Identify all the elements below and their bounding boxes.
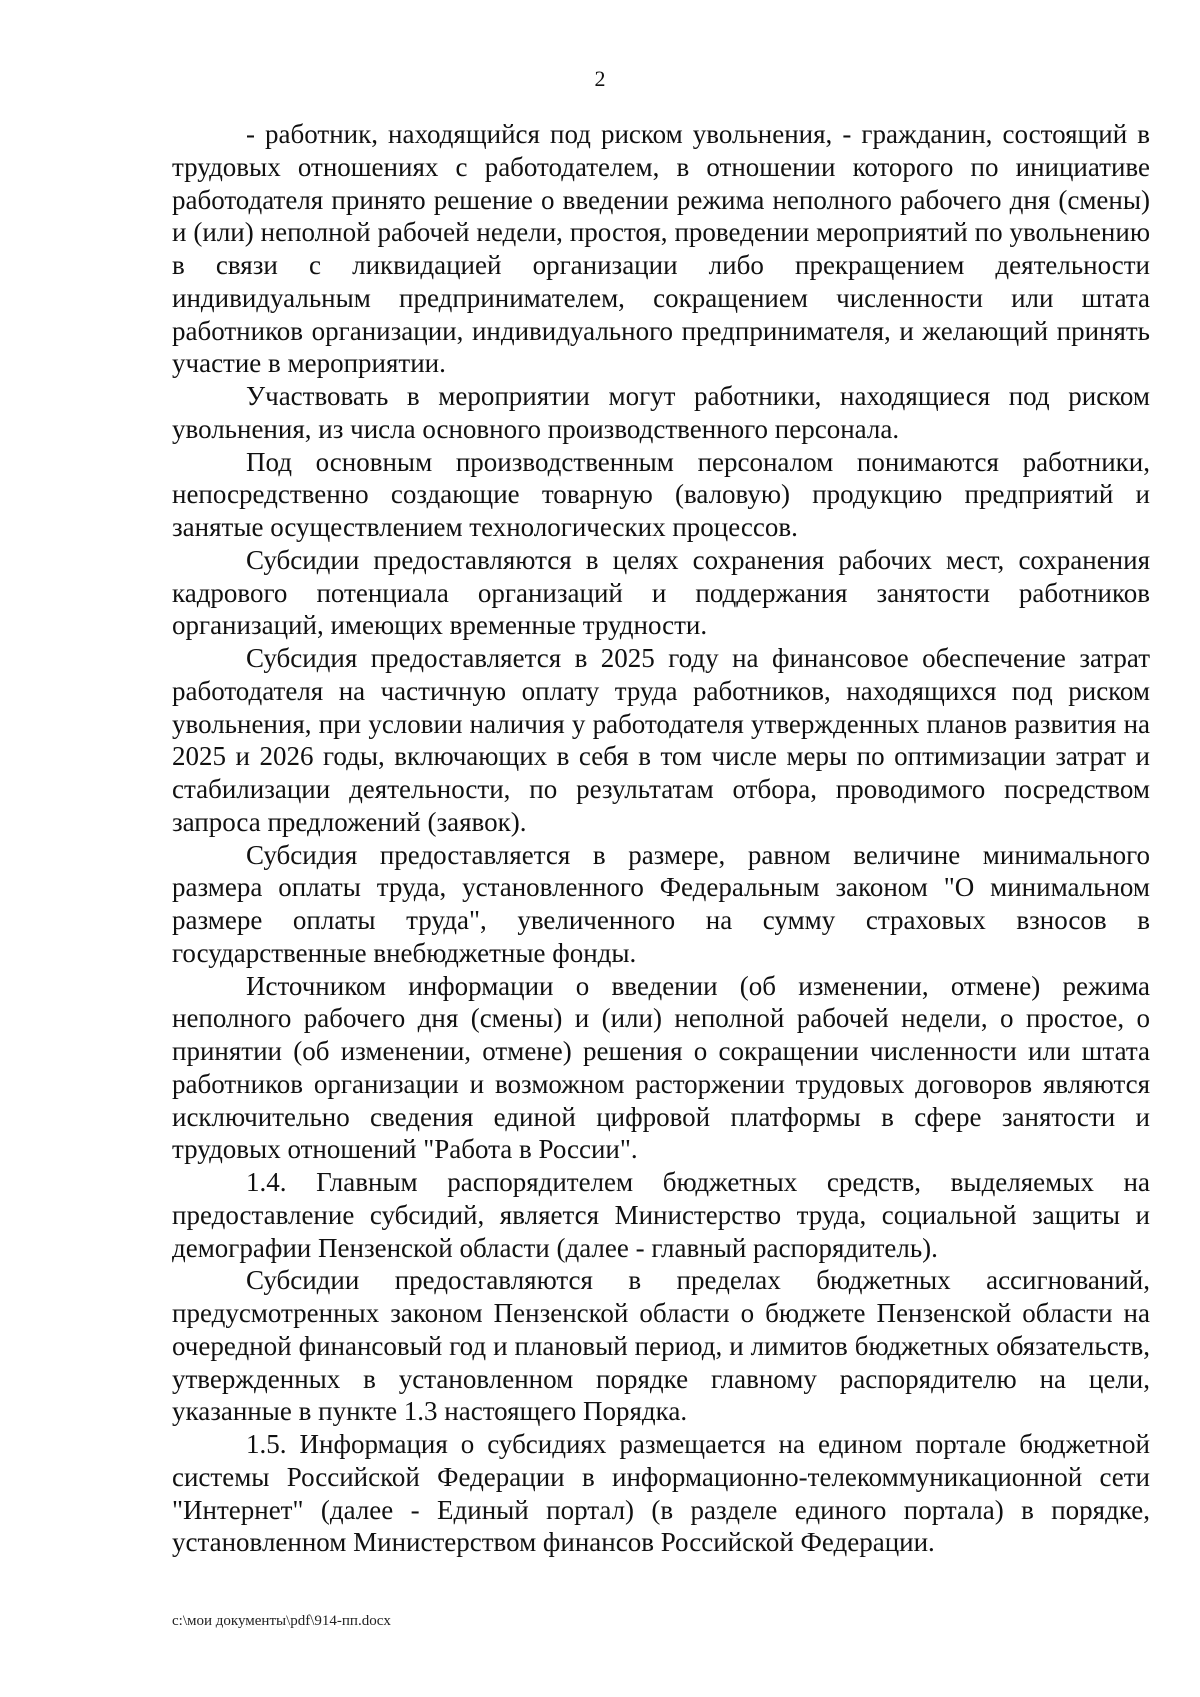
paragraph-subsidy-purpose: Субсидии предоставляются в целях сохранения рабочих мест, сохранения кадрового потенциала организаций и поддержания занятости работников организаций, имеющих временные трудности. bbox=[172, 544, 1150, 641]
paragraph-budget-limits: Субсидии предоставляются в пределах бюджетных ассигнований, предусмотренных законом Пензенской области о бюджете Пензенской области на очередной финансовый год и плановый период, и лимитов бюджетных обязательств, утвержденных в установленном порядке главному распорядителю на цели, указанные в пункте 1.3 настоящего Порядка. bbox=[172, 1265, 1150, 1427]
paragraph-information-source: Источником информации о введении (об изменении, отмене) режима неполного рабочего дня (смены) и (или) неполной рабочей недели, о простое, о принятии (об изменении, отмене) решения о сокращении численности или штата работников организации и возможном расторжении трудовых договоров являются исключительно сведения единой цифровой платформы в сфере занятости и трудовых отношений "Работа в России". bbox=[172, 970, 1150, 1165]
paragraph-subsidy-2025: Субсидия предоставляется в 2025 году на финансовое обеспечение затрат работодателя на частичную оплату труда работников, находящихся под риском увольнения, при условии наличия у работодателя утвержденных планов развития на 2025 и 2026 годы, включающих в себя в том числе меры по оптимизации затрат и стабилизации деятельности, по результатам отбора, проводимого посредством запроса предложений (заявок). bbox=[172, 643, 1150, 837]
paragraph-subsidy-amount: Субсидия предоставляется в размере, равном величине минимального размера оплаты труда, установленного Федеральным законом "О минимальном размере оплаты труда", увеличенного на сумму страховых взносов в государственные внебюджетные фонды. bbox=[172, 839, 1150, 968]
footer-file-path: c:\мои документы\pdf\914-пп.docx bbox=[172, 1613, 391, 1629]
paragraph-1-5-portal-info: 1.5. Информация о субсидиях размещается на едином портале бюджетной системы Российской Федерации в информационно-телекоммуникационной сети "Интернет" (далее - Единый портал) (в разделе единого портала) в порядке, установленном Министерством финансов Российской Федерации. bbox=[172, 1429, 1150, 1558]
document-body bbox=[172, 118, 1150, 1559]
paragraph-worker-at-risk-definition: - работник, находящийся под риском увольнения, - гражданин, состоящий в трудовых отношениях с работодателем, в отношении которого по инициативе работодателя принято решение о введении режима неполного рабочего дня (смены) и (или) неполной рабочей недели, простоя, проведении мероприятий по увольнению в связи с ликвидацией организации либо прекращением деятельности индивидуальным предпринимателем, сокращением численности или штата работников организации, индивидуального предпринимателя, и желающий принять участие в мероприятии. bbox=[172, 119, 1150, 379]
paragraph-production-personnel: Под основным производственным персоналом понимаются работники, непосредственно создающие товарную (валовую) продукцию предприятий и занятые осуществлением технологических процессов. bbox=[172, 446, 1150, 542]
paragraph-participants: Участвовать в мероприятии могут работники, находящиеся под риском увольнения, из числа основного производственного персонала. bbox=[172, 381, 1150, 444]
page-number: 2 bbox=[594, 66, 606, 91]
paragraph-1-4-main-manager: 1.4. Главным распорядителем бюджетных средств, выделяемых на предоставление субсидий, является Министерство труда, социальной защиты и демографии Пензенской области (далее - главный распорядитель). bbox=[172, 1167, 1150, 1263]
